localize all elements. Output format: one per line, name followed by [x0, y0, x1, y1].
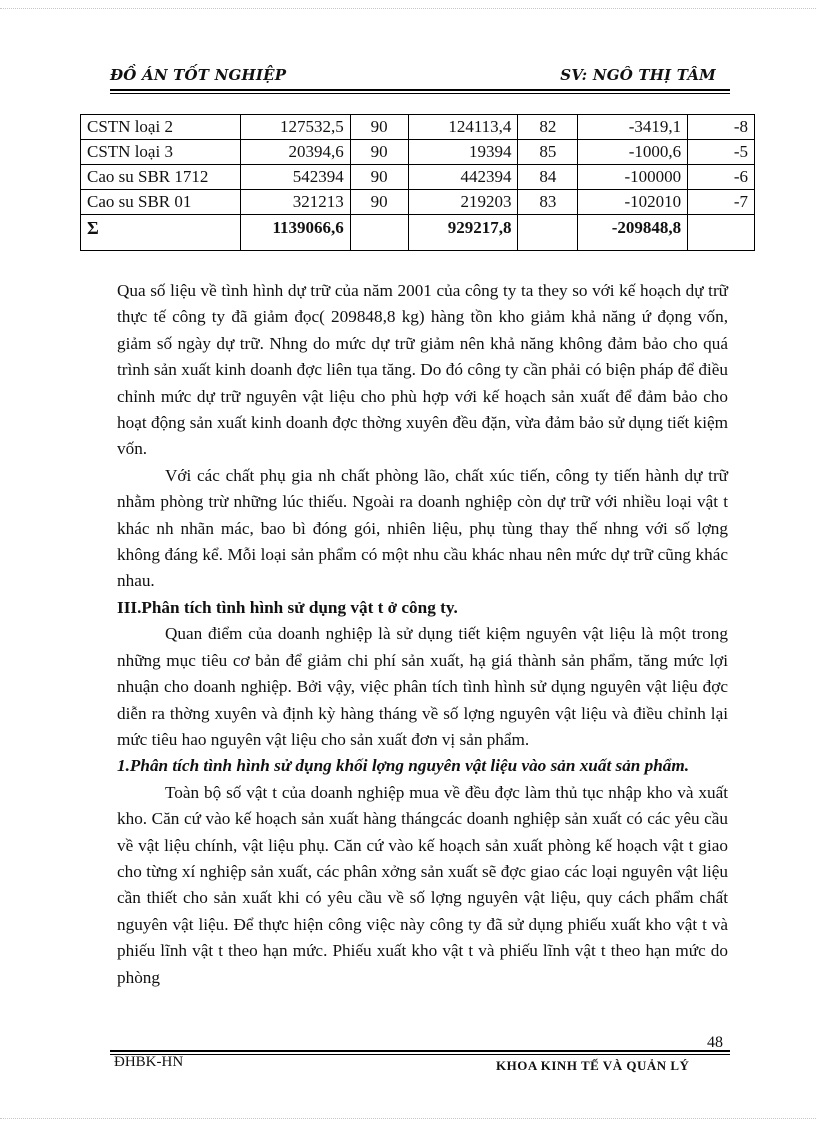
- table-cell: 90: [350, 165, 408, 190]
- table-row: [81, 190, 755, 215]
- table-cell: 321213: [240, 190, 350, 215]
- table-cell: -8: [688, 115, 755, 140]
- table-cell: -7: [688, 190, 755, 215]
- footer-left: ĐHBK-HN: [114, 1054, 184, 1070]
- material-name-cell: Cao su SBR 01: [81, 190, 241, 215]
- material-name-cell: Cao su SBR 1712: [81, 165, 241, 190]
- total-row: [81, 215, 755, 251]
- header-left-title: ĐỒ ÁN TỐT NGHIỆP: [110, 66, 287, 84]
- section-heading: III.Phân tích tình hình sử dụng vật t ở công ty.: [117, 597, 458, 617]
- table-cell: 20394,6: [240, 140, 350, 165]
- table-cell: 90: [350, 115, 408, 140]
- material-name-cell: CSTN loại 3: [81, 140, 241, 165]
- paragraph-4: Toàn bộ số vật t của doanh nghiệp mua về đều đợc làm thủ tục nhập kho và xuất kho. Căn cứ vào kế hoạch sản xuất hàng thángcác doanh nghiệp sản xuất có các yêu cầu về vật liệu chính, vật liệu phụ. Căn cứ vào kế hoạch sản xuất phòng kế hoạch vật t giao cho từng xí nghiệp sản xuất, các phân xởng sản xuất sẽ đợc giao các loại nguyên vật liệu cần thiết cho sản xuất khi có yêu cầu về số lợng nguyên vật liệu, quy cách phẩm chất nguyên vật liệu. Để thực hiện công việc này công ty đã sử dụng phiếu xuất kho vật t và phiếu lĩnh vật t theo hạn mức. Phiếu xuất kho vật t và phiếu lĩnh vật t theo hạn mức do phòng: [117, 782, 728, 987]
- total-cell: [350, 215, 408, 251]
- table-cell: -100000: [578, 165, 688, 190]
- subsection-heading: 1.Phân tích tình hình sử dụng khối lợng nguyên vật liệu vào sản xuất sản phẩm.: [117, 756, 690, 776]
- table-cell: 84: [518, 165, 578, 190]
- total-cell: 1139066,6: [240, 215, 350, 251]
- page-number: 48: [707, 1034, 723, 1051]
- table-cell: -5: [688, 140, 755, 165]
- total-cell: -209848,8: [578, 215, 688, 251]
- table-cell: 90: [350, 140, 408, 165]
- table-cell: 127532,5: [240, 115, 350, 140]
- total-cell: 929217,8: [408, 215, 518, 251]
- table-cell: 19394: [408, 140, 518, 165]
- paragraph-1: Qua số liệu về tình hình dự trữ của năm 2001 của công ty ta they so với kế hoạch dự trữ thực tế công ty đã giảm đọc( 209848,8 kg) hàng tồn kho giảm khả năng ứ đọng vốn, giảm số ngày dự trữ. Nhng do mức dự trữ giảm nên khả năng không đảm bảo cho quá trình sản xuất kinh doanh đợc liên tụa tăng. Do đó công ty cần phải có biện pháp để điều chỉnh mức dự trữ nguyên vật liệu cho phù hợp với kế hoạch sản xuất để đảm bảo cho hoạt động sản xuất kinh doanh đợc thờng xuyên đều đặn, vừa đảm bảo sử dụng tiết kiệm vốn.: [117, 281, 728, 459]
- paragraph-3: Quan điểm của doanh nghiệp là sử dụng tiết kiệm nguyên vật liệu là một trong những mục tiêu cơ bản để giảm chi phí sản xuất, hạ giá thành sản phẩm, tăng mức lợi nhuận cho doanh nghiệp. Bởi vậy, việc phân tích tình hình sử dụng nguyên vật liệu đợc diễn ra thờng xuyên và định kỳ hàng tháng về số lợng nguyên vật liệu và điều chỉnh lại mức tiêu hao nguyên vật liệu cho sản xuất đơn vị sản phẩm.: [117, 624, 728, 749]
- total-cell: [688, 215, 755, 251]
- header-rule-thin: [110, 93, 730, 94]
- table-cell: -6: [688, 165, 755, 190]
- table-cell: 83: [518, 190, 578, 215]
- table-cell: 124113,4: [408, 115, 518, 140]
- material-name-cell: CSTN loại 2: [81, 115, 241, 140]
- header-student-name: SV: NGÔ THỊ TÂM: [560, 66, 716, 84]
- table-row: [81, 140, 755, 165]
- table-cell: 542394: [240, 165, 350, 190]
- table-row: [81, 165, 755, 190]
- top-dotted-border: [0, 8, 816, 9]
- total-cell: [518, 215, 578, 251]
- table-cell: 90: [350, 190, 408, 215]
- table-cell: -1000,6: [578, 140, 688, 165]
- table-cell: 85: [518, 140, 578, 165]
- sigma-symbol: Σ: [81, 215, 241, 251]
- footer-right: KHOA KINH TẾ VÀ QUẢN LÝ: [496, 1058, 690, 1073]
- footer-rule: [110, 1050, 730, 1052]
- inventory-table: [80, 114, 755, 251]
- header-rule: [110, 89, 730, 91]
- table-row: [81, 115, 755, 140]
- table-cell: 219203: [408, 190, 518, 215]
- table-cell: 442394: [408, 165, 518, 190]
- bottom-dotted-border: [0, 1118, 816, 1119]
- table-cell: 82: [518, 115, 578, 140]
- paragraph-2: Với các chất phụ gia nh chất phòng lão, chất xúc tiến, công ty tiến hành dự trữ nhằm phòng trừ những lúc thiếu. Ngoài ra doanh nghiệp còn dự trữ với nhiều loại vật t khác nh nhãn mác, bao bì đóng gói, nhiên liệu, phụ tùng thay thế nhng với số lợng không đáng kể. Mỗi loại sản phẩm có một nhu cầu khác nhau nên mức dự trữ cũng khác nhau.: [117, 465, 728, 591]
- table-cell: -102010: [578, 190, 688, 215]
- body-text: [117, 278, 728, 991]
- table-cell: -3419,1: [578, 115, 688, 140]
- footer-rule-thin: [110, 1054, 730, 1055]
